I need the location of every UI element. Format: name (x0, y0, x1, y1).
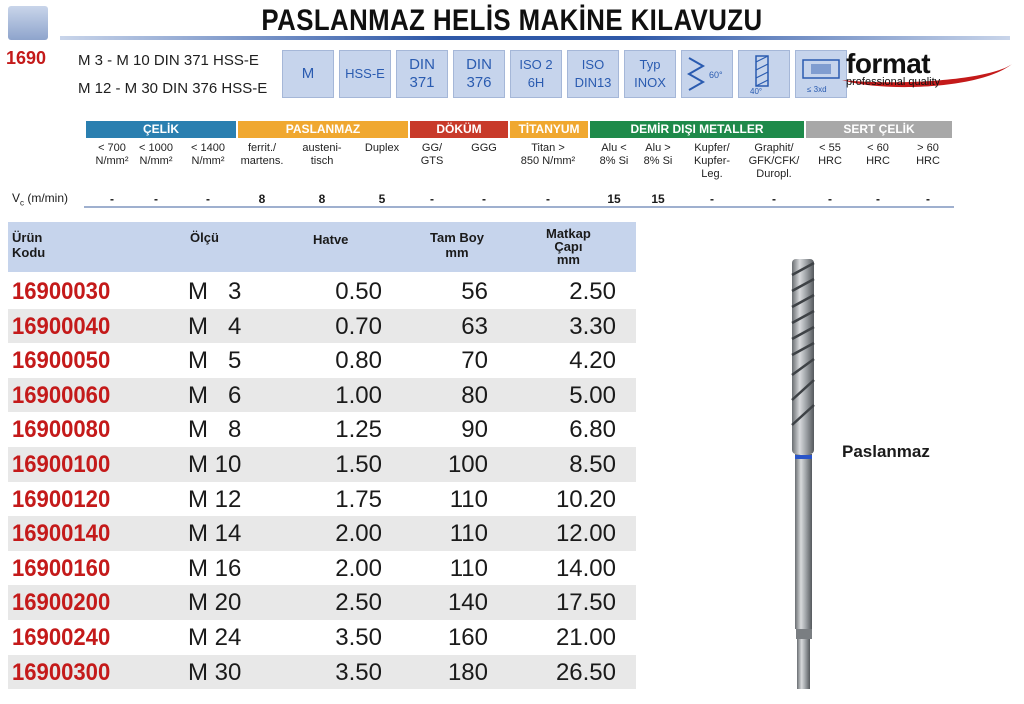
pitch-value: 1.50 (335, 451, 382, 478)
product-code: 16900120 (12, 485, 111, 513)
series-code: 1690 (6, 48, 47, 68)
total-length: 110 (449, 485, 488, 513)
svg-text:≤ 3xd: ≤ 3xd (807, 85, 827, 94)
total-length: 110 (449, 520, 488, 548)
material-sub-10: Alu > 8% Si (643, 142, 673, 167)
total-length: 63 (461, 312, 488, 340)
total-length: 140 (447, 589, 488, 617)
product-code: 16900300 (12, 658, 111, 686)
spec-badges (282, 50, 847, 98)
material-sub-15: > 60 HRC (916, 142, 940, 167)
drill-diameter: 6.80 (569, 416, 616, 444)
format-logo: format professional quality (840, 48, 1015, 94)
header-length: Tam Boy mm (430, 230, 484, 260)
table-row (8, 482, 636, 517)
drill-diameter: 8.50 (569, 451, 616, 478)
drill-diameter: 4.20 (569, 347, 616, 375)
total-length: 110 (449, 554, 488, 582)
badge-hsse: HSS-E (339, 50, 391, 98)
total-length: 56 (461, 278, 488, 305)
material-group-5: SERT ÇELİK (806, 121, 952, 138)
pitch-value: 1.00 (335, 381, 382, 409)
material-sub-14: < 60 HRC (866, 142, 890, 167)
badge-din371: DIN 371 (396, 50, 448, 98)
vc-value-8: - (546, 192, 550, 206)
header-pitch: Hatve (313, 232, 349, 247)
title-decor (8, 6, 48, 40)
drill-diameter: 10.20 (555, 485, 616, 513)
material-sub-8: Titan > 850 N/mm² (520, 142, 576, 167)
product-code: 16900030 (12, 278, 111, 305)
vc-value-3: 8 (258, 192, 266, 206)
total-length: 90 (461, 416, 488, 444)
header-size: Ölçü (190, 230, 219, 245)
thread-size: M 12 (188, 485, 242, 513)
vc-divider (84, 206, 954, 208)
thread-size: M 14 (188, 520, 242, 548)
badge-din376: DIN 376 (453, 50, 505, 98)
table-row (8, 516, 636, 551)
total-length: 100 (447, 451, 488, 478)
svg-text:40°: 40° (750, 87, 763, 96)
thread-size: M 6 (188, 381, 242, 409)
vc-value-10: 15 (651, 192, 665, 206)
vc-value-15: - (926, 192, 930, 206)
material-sub-1: < 1000 N/mm² (139, 142, 173, 167)
pitch-value: 3.50 (335, 658, 382, 686)
thread-angle-icon (681, 50, 733, 98)
badge-isodin13: ISO DIN13 (567, 50, 619, 98)
drill-diameter: 3.30 (569, 312, 616, 340)
material-sub-5: Duplex (364, 142, 400, 154)
pitch-value: 3.50 (335, 624, 382, 651)
vc-value-5: 5 (378, 192, 386, 206)
thread-size: M 5 (188, 347, 242, 375)
product-code: 16900040 (12, 312, 111, 340)
spec-line-1: M 3 - M 10 DIN 371 HSS-E (78, 52, 259, 69)
helix-angle-icon (738, 50, 790, 98)
badge-typ-inox: Typ INOX (624, 50, 676, 98)
table-row (8, 309, 636, 344)
svg-text:60°: 60° (709, 70, 723, 80)
pitch-value: 0.70 (335, 312, 382, 340)
table-row (8, 412, 636, 447)
tap-tool-image (770, 255, 830, 695)
drill-diameter: 26.50 (555, 658, 616, 686)
vc-value-1: - (154, 192, 158, 206)
tool-label: Paslanmaz (842, 442, 930, 461)
vc-value-6: - (430, 192, 434, 206)
total-length: 80 (461, 381, 488, 409)
table-row (8, 447, 636, 482)
pitch-value: 2.00 (335, 520, 382, 548)
material-sub-0: < 700 N/mm² (95, 142, 129, 167)
material-sub-9: Alu < 8% Si (599, 142, 629, 167)
vc-value-7: - (482, 192, 486, 206)
table-header (8, 222, 636, 272)
thread-size: M 8 (188, 416, 242, 444)
pitch-value: 0.50 (335, 278, 382, 305)
product-code: 16900160 (12, 554, 111, 582)
title-bar (0, 0, 1024, 44)
header-code: Ürün Kodu (12, 230, 46, 260)
total-length: 160 (447, 624, 488, 651)
table-row (8, 343, 636, 378)
material-sub-12: Graphit/ GFK/CFK/ Duropl. (748, 142, 800, 180)
thread-size: M 4 (188, 312, 242, 340)
product-code: 16900200 (12, 589, 111, 617)
material-group-1: PASLANMAZ (238, 121, 408, 138)
pitch-value: 1.75 (335, 485, 382, 513)
header-drill: Matkap Çapı mm (546, 226, 591, 267)
thread-size: M 30 (188, 658, 242, 686)
drill-diameter: 14.00 (555, 554, 616, 582)
pitch-value: 2.00 (335, 554, 382, 582)
table-row (8, 655, 636, 690)
drill-diameter: 12.00 (555, 520, 616, 548)
material-group-3: TİTANYUM (510, 121, 588, 138)
product-code: 16900050 (12, 347, 111, 375)
product-code: 16900060 (12, 381, 111, 409)
vc-value-11: - (710, 192, 714, 206)
product-code: 16900100 (12, 451, 111, 478)
drill-diameter: 21.00 (555, 624, 616, 651)
vc-label: $V_c$ (m/min) (12, 191, 69, 208)
material-sub-6: GG/ GTS (420, 142, 444, 167)
table-row (8, 620, 636, 655)
product-code: 16900140 (12, 520, 111, 548)
vc-value-0: - (110, 192, 114, 206)
pitch-value: 0.80 (335, 347, 382, 375)
thread-size: M 20 (188, 589, 242, 617)
spec-line-2: M 12 - M 30 DIN 376 HSS-E (78, 80, 268, 97)
product-code: 16900240 (12, 624, 111, 651)
table-row (8, 274, 636, 309)
thread-size: M 24 (188, 624, 242, 651)
total-length: 180 (447, 658, 488, 686)
drill-diameter: 5.00 (569, 381, 616, 409)
table-row (8, 378, 636, 413)
table-row (8, 551, 636, 586)
material-sub-13: < 55 HRC (818, 142, 842, 167)
material-sub-7: GGG (471, 142, 497, 154)
vc-value-12: - (772, 192, 776, 206)
table-row (8, 585, 636, 620)
material-sub-3: ferrit./ martens. (240, 142, 284, 167)
material-sub-11: Kupfer/ Kupfer- Leg. (693, 142, 731, 180)
material-group-2: DÖKÜM (410, 121, 508, 138)
material-group-0: ÇELİK (86, 121, 236, 138)
total-length: 70 (461, 347, 488, 375)
pitch-value: 2.50 (335, 589, 382, 617)
vc-value-14: - (876, 192, 880, 206)
badge-iso2: ISO 2 6H (510, 50, 562, 98)
thread-size: M 3 (188, 278, 242, 305)
material-sub-4: austeni- tisch (302, 142, 342, 167)
pitch-value: 1.25 (335, 416, 382, 444)
badge-metric: M (282, 50, 334, 98)
page-title: PASLANMAZ HELİS MAKİNE KILAVUZU (261, 4, 763, 37)
drill-diameter: 17.50 (555, 589, 616, 617)
vc-value-4: 8 (318, 192, 326, 206)
thread-size: M 16 (188, 554, 242, 582)
vc-value-13: - (828, 192, 832, 206)
vc-value-2: - (206, 192, 210, 206)
vc-value-9: 15 (607, 192, 621, 206)
thread-size: M 10 (188, 451, 242, 478)
product-code: 16900080 (12, 416, 111, 444)
material-group-4: DEMİR DIŞI METALLER (590, 121, 804, 138)
drill-diameter: 2.50 (569, 278, 616, 305)
material-sub-2: < 1400 N/mm² (191, 142, 225, 167)
